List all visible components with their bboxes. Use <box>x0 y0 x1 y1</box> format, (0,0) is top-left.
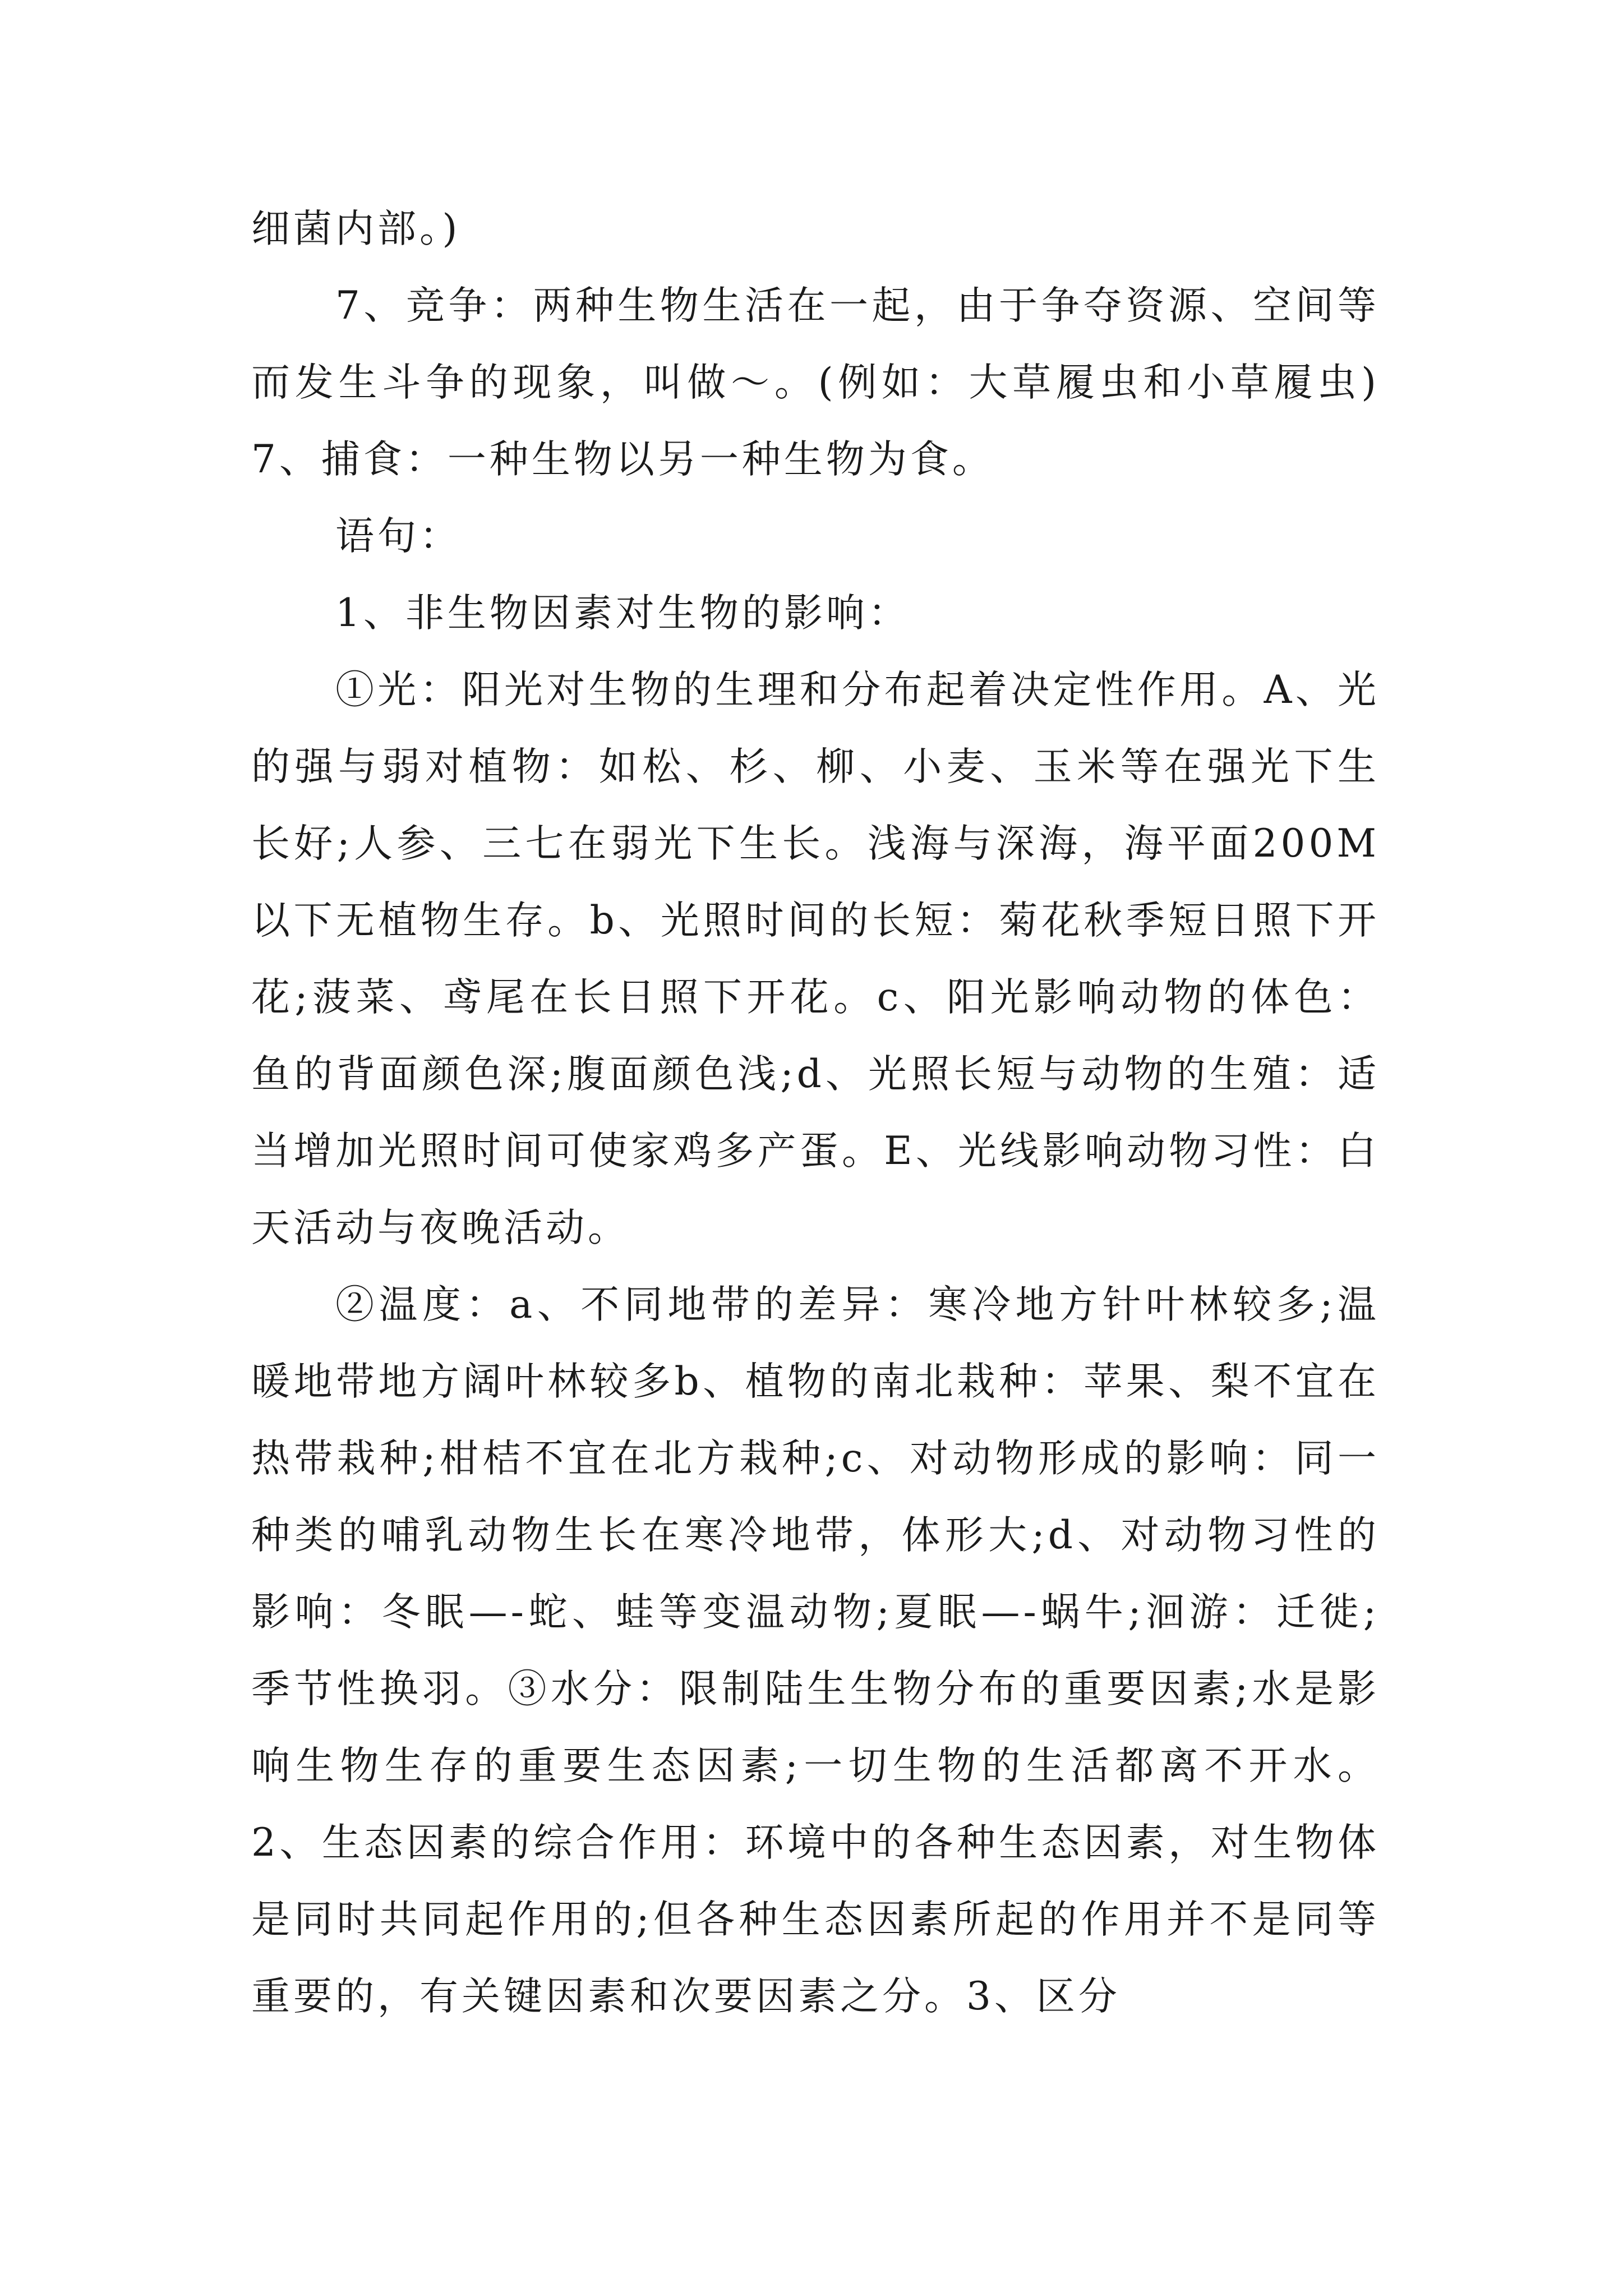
paragraph-abiotic-factors: 1、非生物因素对生物的影响： <box>335 591 910 636</box>
paragraph-competition: 7、竞争：两种生物生活在一起，由于争夺资源、空间等而发生斗争的现象，叫做～。(例如：大草履虫和小草履虫)7、捕食：一种生物以另一种生物为食。 <box>251 283 1380 482</box>
paragraph-temperature: ②温度：a、不同地带的差异：寒冷地方针叶林较多;温暖地带地方阔叶林较多b、植物的南北栽种：苹果、梨不宜在热带栽种;柑桔不宜在北方栽种;c、对动物形成的影响：同一种类的哺乳动物生长在寒冷地带，体形大;d、对动物习性的影响：冬眠—-蛇、蛙等变温动物;夏眠—-蜗牛;洄游：迁徙;季节性换羽。③水分：限制陆生生物分布的重要因素;水是影响生物生存的重要生态因素;一切生物的生活都离不开水。2、生态因素的综合作用：环境中的各种生态因素，对生物体是同时共同起作用的;但各种生态因素所起的作用并不是同等重要的，有关键因素和次要因素之分。3、区分 <box>251 1282 1380 2019</box>
paragraph-continuation: 细菌内部。) <box>251 206 461 251</box>
paragraph-light: ①光：阳光对生物的生理和分布起着决定性作用。A、光的强与弱对植物：如松、杉、柳、小麦、玉米等在强光下生长好;人参、三七在弱光下生长。浅海与深海，海平面200M以下无植物生存。b、光照时间的长短：菊花秋季短日照下开花;菠菜、鸢尾在长日照下开花。c、阳光影响动物的体色：鱼的背面颜色深;腹面颜色浅;d、光照长短与动物的生殖：适当增加光照时间可使家鸡多产蛋。E、光线影响动物习性：白天活动与夜晚活动。 <box>251 668 1380 1250</box>
document-body <box>251 191 1380 2035</box>
paragraph-sentences-heading: 语句： <box>335 514 462 559</box>
